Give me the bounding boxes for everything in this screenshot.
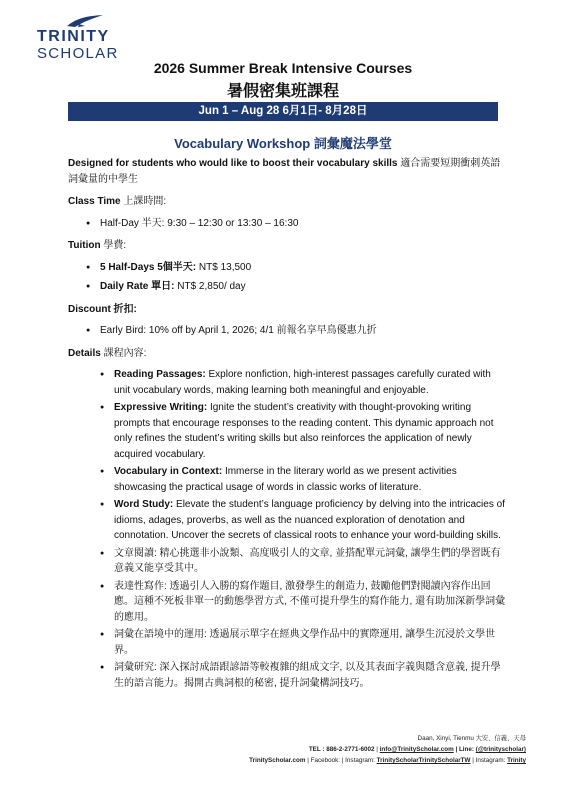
detail-text: Explore nonfiction, high-interest passages carefully curated with unit vocabulary words, making learning both meaningful and enjoyable. xyxy=(114,369,491,396)
tuition-heading xyxy=(68,238,508,254)
page-title-en: 2026 Summer Break Intensive Courses xyxy=(153,60,413,76)
list-item xyxy=(100,367,508,398)
discount-heading xyxy=(68,302,508,318)
list-item xyxy=(100,660,508,691)
detail-text: Immerse in the literary world as we present activities showcasing the practical usage of words in classic works of literature. xyxy=(114,466,457,493)
trinity-scholar-logo xyxy=(37,14,127,64)
discount-list xyxy=(86,323,508,339)
detail-title: Reading Passages: xyxy=(114,369,206,380)
tuition-option-price: NT$ 2,850/ day xyxy=(174,281,246,292)
detail-title: Expressive Writing: xyxy=(114,402,208,413)
website-link[interactable]: TrinityScholar.com xyxy=(249,757,306,764)
tuition-option-label: 5 Half-Days 5個半天: xyxy=(100,261,197,273)
detail-text: 詞彙研究: 深入探討成語跟諺語等較複雜的組成文字, 以及其表面字義與隱含意義, 提升學生的語言能力。揭開古典詞根的秘密, 提升詞彙構詞技巧。 xyxy=(114,662,501,689)
intro-en: Designed for students who would like to boost their vocabulary skills xyxy=(68,158,398,169)
detail-title: Word Study: xyxy=(114,499,174,510)
date-range-banner: Jun 1 – Aug 28 6月1日- 8月28日 xyxy=(68,102,498,121)
list-item xyxy=(100,579,508,626)
detail-text: Elevate the student’s language proficiency by delving into the intricacies of idioms, adages, proverbs, as well as the nuanced exploration of denotation and connotation. Uncover the secrets of classical roots to enhance your word-building skills. xyxy=(114,499,505,541)
list-item xyxy=(100,497,508,544)
course-intro xyxy=(68,156,508,187)
line-label: | Line: xyxy=(453,746,476,753)
footer-address: Daan, Xinyi, Tienmu 大安、信義、天母 xyxy=(417,735,526,742)
footer-social xyxy=(46,755,526,766)
class-time-label: Class Time xyxy=(68,196,121,207)
detail-text: 文章閱讀: 精心挑選非小說類、高度吸引人的文章, 並搭配單元詞彙, 讓學生們的學習既有意義又能享受其中。 xyxy=(114,547,501,574)
instagram-label: | Instagram: xyxy=(341,757,377,764)
list-item xyxy=(100,627,508,658)
tuition-list xyxy=(86,260,508,295)
class-time-list xyxy=(86,216,508,232)
logo-text-trinity: TRINITY xyxy=(37,28,110,45)
list-item xyxy=(100,464,508,495)
logo-wing-icon xyxy=(65,14,105,28)
details-heading xyxy=(68,346,508,362)
detail-text: Ignite the student’s creativity with thought-provoking writing prompts that encourage responses to the reading content. This dynamic approach not only refines the student’s writing skills but also reinforces the application of newly acquired vocabulary. xyxy=(114,402,494,460)
page-footer xyxy=(46,733,526,766)
tel-number: 886-2-2771-6002 xyxy=(326,746,375,753)
email-link[interactable]: info@TrinityScholar.com xyxy=(379,746,454,753)
list-item xyxy=(100,546,508,577)
tuition-option-label: Daily Rate 單日: xyxy=(100,281,175,292)
instagram-link[interactable]: TrinityScholarTrinityScholarTW xyxy=(376,757,471,764)
detail-title: Vocabulary in Context: xyxy=(114,466,223,477)
intro-zh: 適合需要短期衝刺英語詞彙量的中學生 xyxy=(68,158,501,185)
instagram-link[interactable]: Trinity xyxy=(507,757,526,764)
list-item xyxy=(86,260,508,276)
course-title: Vocabulary Workshop 詞彙魔法學堂 xyxy=(174,136,392,151)
facebook-label: | Facebook: xyxy=(305,757,342,764)
footer-contact: TEL : 886-2-2771-6002 | info@TrinityScholar.com | Line: (@trinityscholar) xyxy=(308,746,526,753)
tuition-option-price: NT$ 13,500 xyxy=(196,261,252,273)
discount-label: Discount 折扣: xyxy=(68,303,137,315)
tuition-label: Tuition xyxy=(68,240,101,251)
line-link[interactable]: (@trinityscholar) xyxy=(475,746,526,753)
class-time-label-zh: 上課時間: xyxy=(120,196,167,207)
list-item xyxy=(100,400,508,462)
list-item: ● Half-Day 半天: 9:30 – 12:30 or 13:30 – 16:30 xyxy=(86,216,508,232)
list-item: ● Early Bird: 10% off by April 1, 2026; 4/1 前報名享早鳥優惠九折 xyxy=(86,323,508,339)
logo-text-scholar: SCHOLAR xyxy=(37,45,119,62)
instagram-label: | Instagram: xyxy=(470,757,508,764)
details-label: Details xyxy=(68,347,101,359)
tuition-label-zh: 學費: xyxy=(100,240,127,251)
tel-label: TEL : xyxy=(308,746,327,753)
list-item xyxy=(86,279,508,295)
detail-text: 詞彙在語境中的運用: 透過展示單字在經典文學作品中的實際運用, 讓學生沉浸於文學世界。 xyxy=(114,629,496,656)
page-title-zh: 暑假密集班課程 xyxy=(226,83,339,100)
details-label-zh: 課程內容: xyxy=(100,347,147,359)
course-content xyxy=(68,156,508,693)
details-list xyxy=(100,367,508,691)
class-time-heading xyxy=(68,194,508,210)
detail-text: 表達性寫作: 透過引人入勝的寫作題目, 激發學生的創造力, 鼓勵他們對閱讀內容作出回應。這種不死板非單一的動態學習方式, 不僅可提升學生的寫作能力, 還有助加深新學詞彙的應用。 xyxy=(114,580,506,623)
